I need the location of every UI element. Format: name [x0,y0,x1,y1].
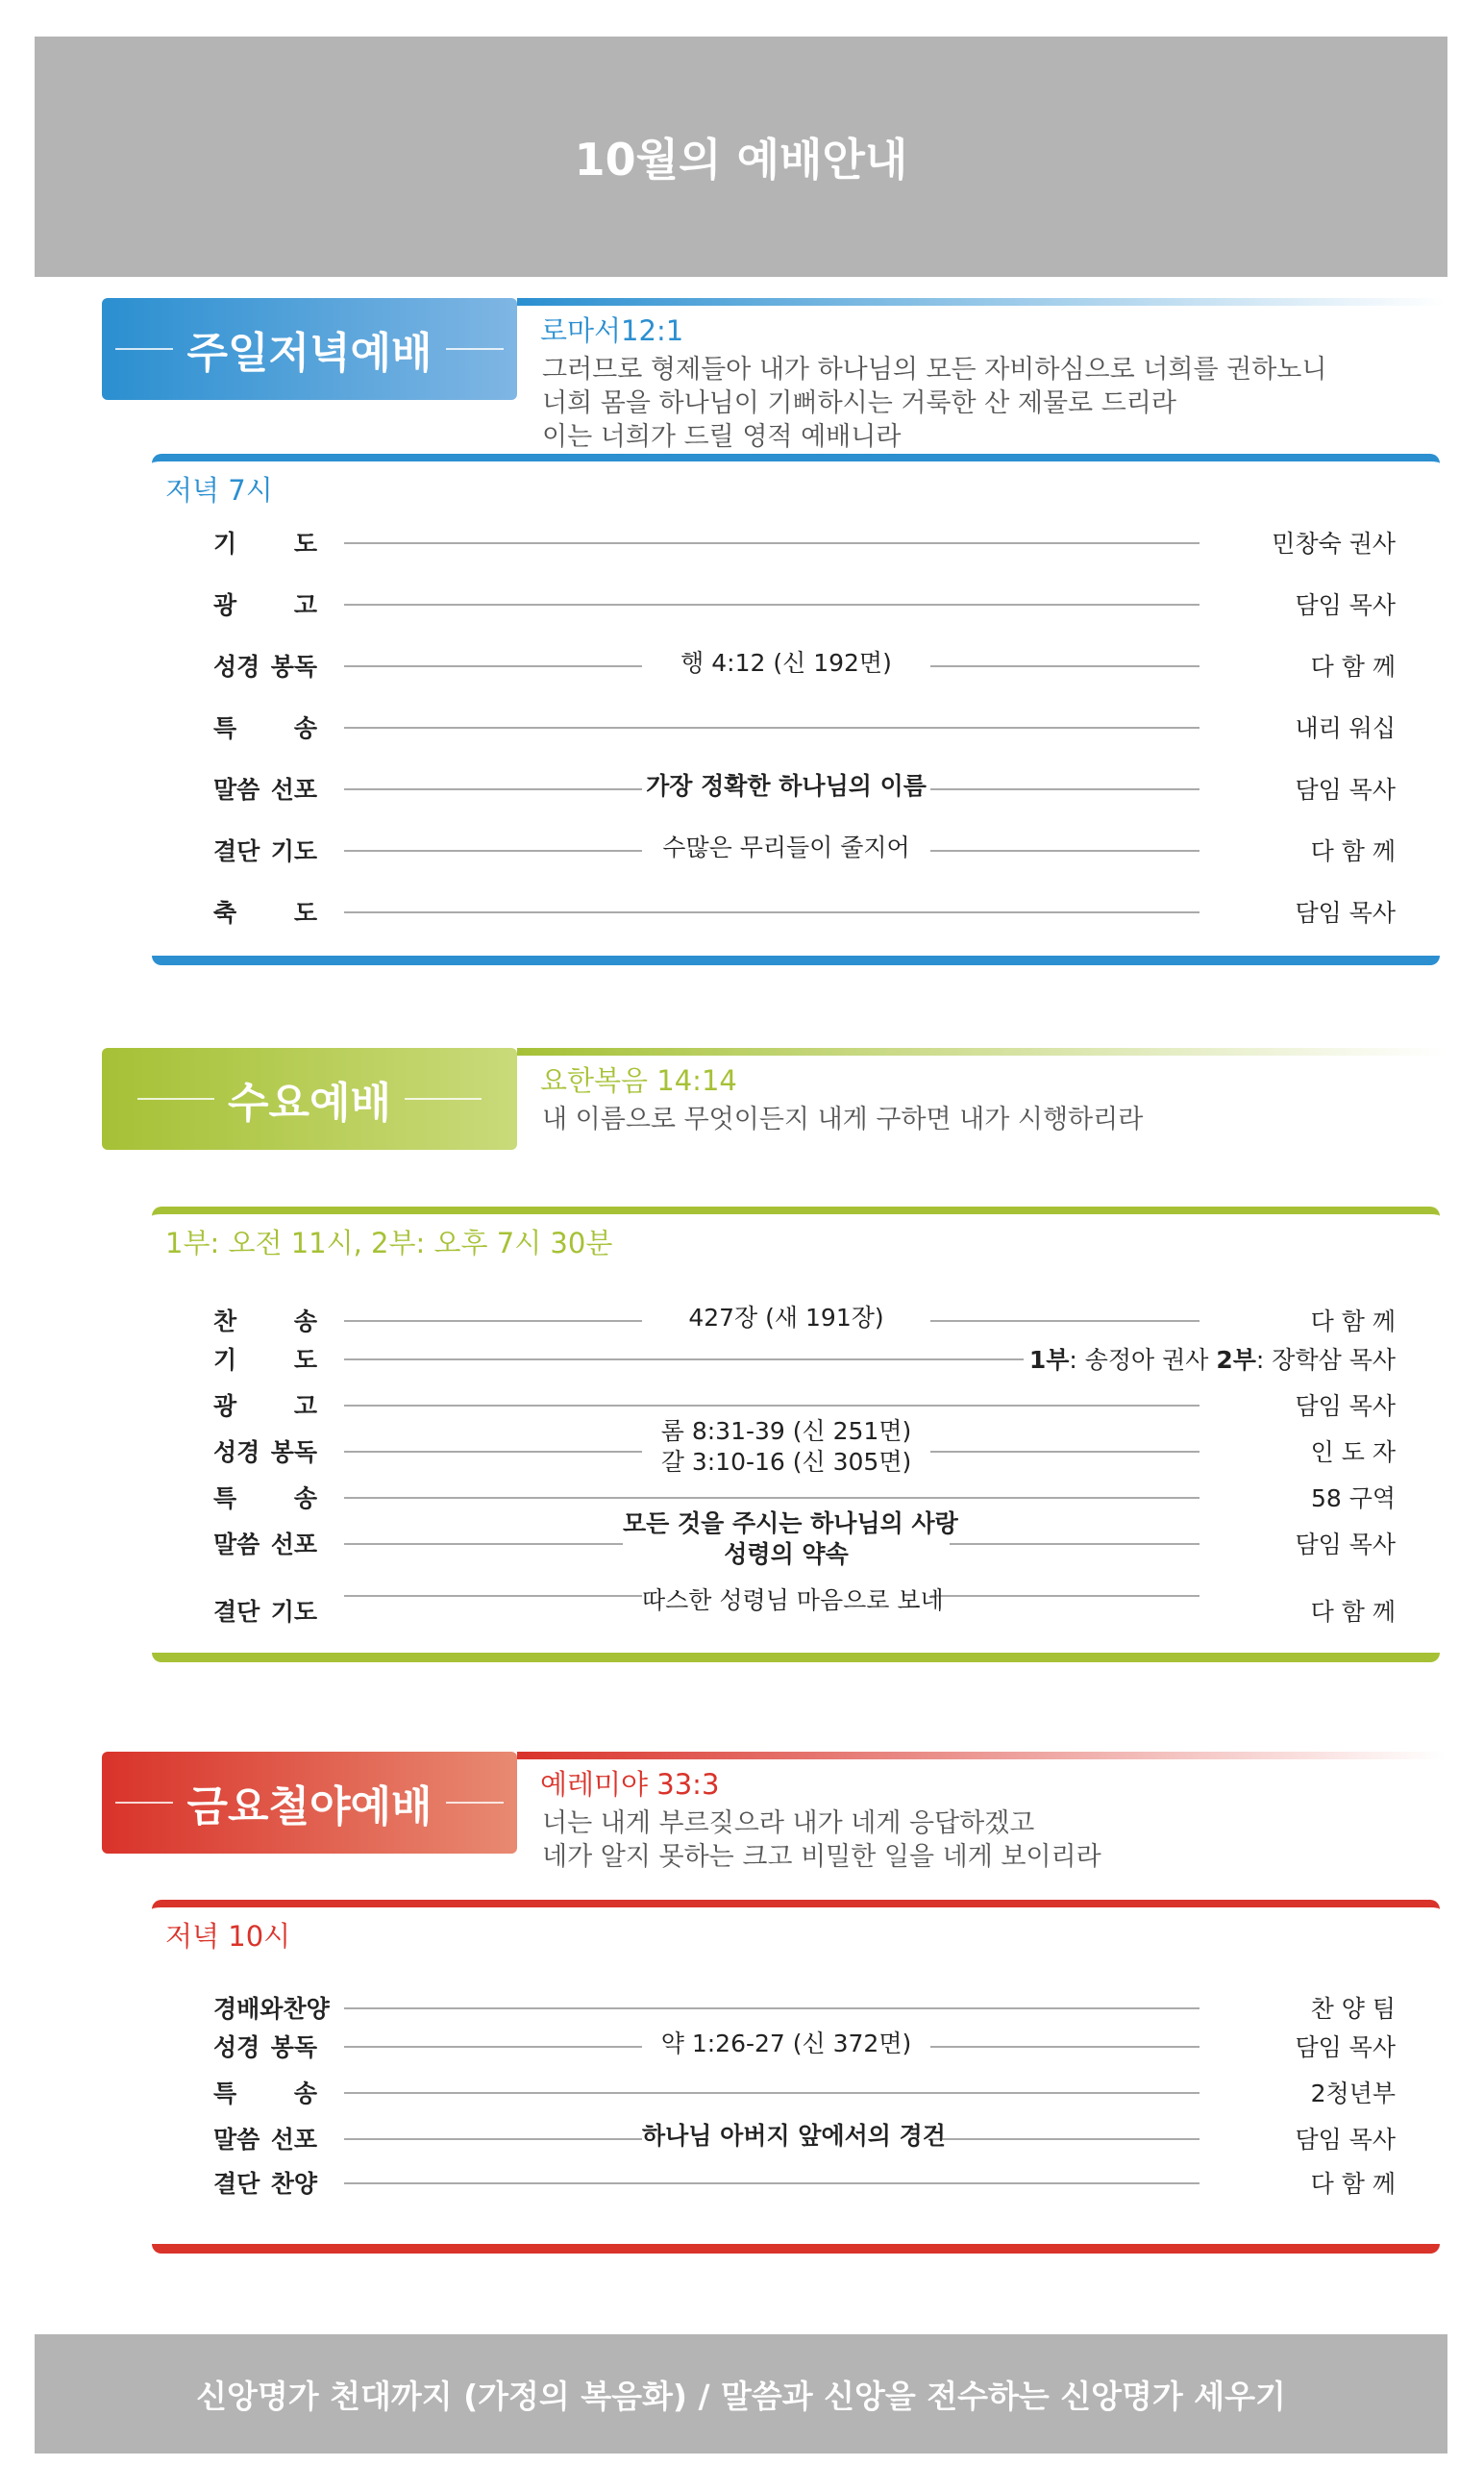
wednesday-time: 1부: 오전 11시, 2부: 오후 7시 30분 [165,1227,613,1259]
leader-line [344,911,1200,913]
sermon-title: 모든 것을 주시는 하나님의 사랑 성령의 약속 [623,1509,958,1568]
sunday-service-name: 주일저녁예배 [186,329,433,378]
order-row [152,704,1440,746]
order-row [152,2069,1440,2111]
footer-banner [35,2334,1447,2454]
order-row [152,642,1440,685]
order-label: 결단 찬양 [213,2170,317,2198]
friday-verse-line: 네가 알지 못하는 크고 비밀한 일을 네게 보이리라 [542,1842,1101,1872]
friday-scripture [517,1752,1446,1872]
order-label: 성경 봉독 [213,2033,317,2061]
order-row [152,888,1440,931]
order-leader: 담임 목사 [1295,591,1396,619]
friday-order-card [152,1900,1440,2254]
order-label: 성경 봉독 [213,653,317,681]
order-label: 찬 송 [213,1308,317,1335]
leader-line [344,542,1200,544]
order-leader: 내리 워십 [1295,714,1396,742]
order-label: 특 송 [213,2080,317,2107]
order-row [152,2159,1440,2202]
order-row [152,2115,1440,2157]
order-row [152,2023,1440,2065]
order-content: 약 1:26-27 (신 372면) [642,2025,930,2059]
scripture-fade-line [517,298,1446,306]
order-leader: 다 함 께 [1310,1598,1396,1626]
order-leader: 다 함 께 [1310,837,1396,865]
friday-verse-line: 너는 내게 부르짖으라 내가 네게 응답하겠고 [542,1808,1035,1838]
order-leader: 인 도 자 [1310,1438,1396,1466]
order-leader: 다 함 께 [1310,2170,1396,2198]
order-label: 결단 기도 [213,837,317,865]
tag-decor-line [137,1098,214,1100]
order-leader: 민창숙 권사 [1272,530,1396,558]
leader-line [344,604,1200,606]
order-label: 성경 봉독 [213,1438,317,1466]
scripture-fade-line [517,1048,1446,1056]
order-content: 수많은 무리들이 줄지어 [642,829,930,863]
order-label: 기 도 [213,530,317,558]
order-row [152,765,1440,808]
sunday-verse-line: 너희 몸을 하나님이 기뻐하시는 거룩한 산 제물로 드리라 [542,388,1176,418]
church-motto: 신앙명가 천대까지 (가정의 복음화) / 말씀과 신앙을 전수하는 신앙명가 세우기 [196,2377,1286,2415]
friday-time: 저녁 10시 [165,1920,291,1953]
wednesday-scripture-reference: 요한복음 14:14 [540,1064,737,1097]
order-leader: 찬 양 팀 [1310,1995,1396,2023]
order-leader: 담임 목사 [1295,1392,1396,1420]
tag-decor-line [405,1098,482,1100]
sunday-service-tag [102,298,517,400]
leader-line [344,2182,1200,2184]
sunday-time: 저녁 7시 [165,474,273,507]
order-leader: 담임 목사 [1295,2033,1396,2061]
order-leader: 담임 목사 [1295,2126,1396,2154]
tag-decor-line [115,1802,173,1804]
sermon-title: 가장 정확한 하나님의 이름 [642,767,930,802]
order-leader: 담임 목사 [1295,776,1396,804]
leader-line [344,1497,1200,1499]
order-leader: 다 함 께 [1310,653,1396,681]
order-row [152,1587,1440,1630]
wednesday-scripture [517,1048,1446,1150]
leader-line [344,727,1200,729]
order-content: 따스한 성령님 마음으로 보네 [642,1582,930,1616]
wednesday-order-card [152,1207,1440,1662]
order-leader: 58 구역 [1310,1484,1396,1512]
friday-service-tag [102,1752,517,1854]
tag-decor-line [446,1802,504,1804]
tag-decor-line [446,348,504,350]
leader-line [344,1405,1200,1407]
order-leader: 담임 목사 [1295,899,1396,927]
order-label: 축 도 [213,899,317,927]
order-label: 광 고 [213,1392,317,1420]
scripture-fade-line [517,1752,1446,1759]
page-title: 10월의 예배안내 [574,134,908,186]
order-label: 특 송 [213,714,317,742]
order-row [152,827,1440,869]
order-label: 기 도 [213,1346,317,1374]
header-banner [35,37,1447,277]
order-row [152,1984,1440,2027]
wednesday-service-name: 수요예배 [227,1079,391,1128]
order-leader: 담임 목사 [1295,1531,1396,1558]
sunday-scripture [517,298,1446,452]
order-row [152,1335,1440,1378]
sermon-title: 하나님 아버지 앞에서의 경건 [642,2117,930,2152]
order-label: 광 고 [213,591,317,619]
prayer-leaders: 1부: 송정아 권사 2부: 장학삼 목사 [1024,1341,1396,1376]
order-label: 말씀 선포 [213,2126,317,2154]
tag-decor-line [115,348,173,350]
order-leader: 2청년부 [1310,2080,1396,2107]
leader-line [344,2007,1200,2009]
order-label: 말씀 선포 [213,776,317,804]
sunday-verse-line: 이는 너희가 드릴 영적 예배니라 [542,422,902,452]
order-leader: 다 함 께 [1310,1308,1396,1335]
order-row [152,1417,1440,1476]
order-label: 결단 기도 [213,1598,317,1626]
order-content: 427장 (새 191장) [642,1299,930,1333]
leader-line [344,2092,1200,2094]
friday-scripture-reference: 예레미야 33:3 [540,1768,720,1801]
order-row [152,1297,1440,1339]
sunday-order-card [152,454,1440,965]
order-label: 경배와찬양 [213,1995,330,2023]
order-row [152,1509,1440,1568]
order-label: 특 송 [213,1484,317,1512]
wednesday-service-tag [102,1048,517,1150]
leader-line [344,1358,1036,1360]
sunday-scripture-reference: 로마서12:1 [540,314,684,347]
sunday-verse-line: 그러므로 형제들아 내가 하나님의 모든 자비하심으로 너희를 권하노니 [542,355,1327,385]
order-content: 행 4:12 (신 192면) [642,644,930,679]
wednesday-verse-line: 내 이름으로 무엇이든지 내게 구하면 내가 시행하리라 [542,1105,1144,1134]
order-label: 말씀 선포 [213,1531,317,1558]
friday-service-name: 금요철야예배 [186,1782,433,1831]
order-row [152,519,1440,561]
order-row [152,581,1440,623]
scripture-readings: 롬 8:31-39 (신 251면) 갈 3:10-16 (신 305면) [642,1416,930,1478]
